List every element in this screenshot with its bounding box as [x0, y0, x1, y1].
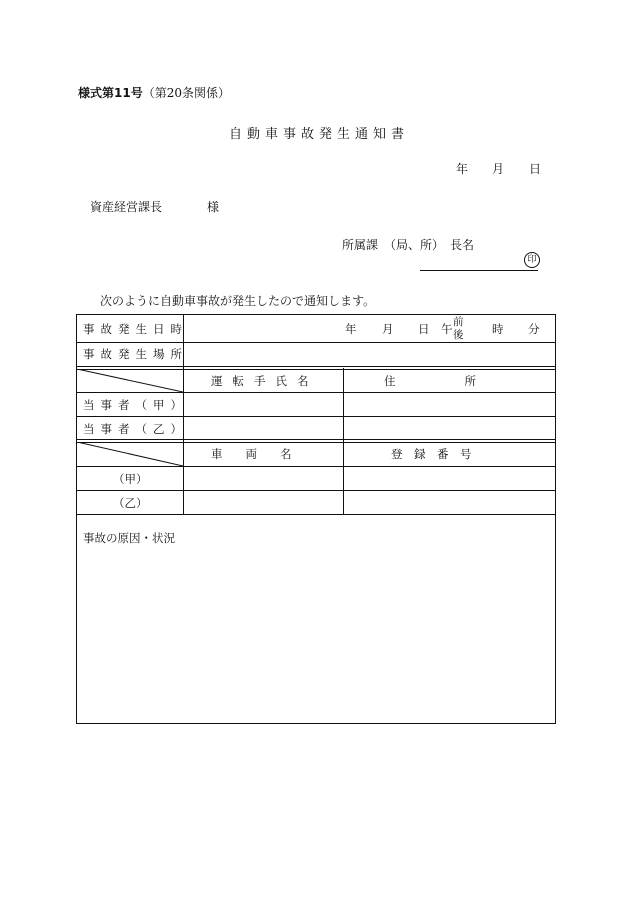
form-number: 様式第11号 — [78, 86, 143, 100]
diagonal-header-cell — [77, 369, 183, 392]
row-divider — [77, 466, 555, 467]
vehicle-a-label: （甲） — [113, 472, 148, 486]
datetime-ampm-prefix: 午 — [441, 322, 453, 336]
row-divider — [77, 342, 555, 343]
accident-report-table — [76, 314, 556, 724]
row-divider — [77, 416, 555, 417]
party-b-label: 当事者（乙） — [83, 422, 188, 436]
datetime-minute: 分 — [528, 322, 540, 336]
addressee: 資産経営課長 — [90, 200, 163, 214]
address-header: 住 所 — [384, 374, 476, 388]
date-year-label: 年 — [456, 162, 469, 176]
row-divider — [77, 514, 555, 515]
honorific: 様 — [207, 200, 220, 214]
datetime-day: 日 — [418, 322, 430, 336]
intro-text: 次のように自動車事故が発生したので通知します。 — [100, 294, 376, 308]
sender-label: 所属課 （局、所） 長名 — [342, 238, 475, 252]
vehicle-b-label: （乙） — [113, 496, 148, 510]
party-a-label: 当事者（甲） — [83, 398, 188, 412]
date-day-label: 日 — [529, 162, 542, 176]
signature-line — [420, 270, 538, 271]
column-divider — [183, 315, 184, 514]
registration-number-header: 登 録 番 号 — [391, 447, 472, 461]
datetime-month: 月 — [382, 322, 394, 336]
driver-name-header: 運転手氏名 — [211, 374, 319, 388]
diagonal-header-cell — [77, 442, 183, 466]
document-title: 自動車事故発生通知書 — [228, 127, 409, 142]
form-relation: （第20条関係） — [142, 86, 230, 100]
vehicle-name-header: 車 両 名 — [211, 447, 292, 461]
cause-label: 事故の原因・状況 — [83, 531, 175, 545]
datetime-am: 前 — [453, 316, 464, 328]
row-divider — [77, 392, 555, 393]
column-divider — [343, 368, 344, 514]
form-number-line — [78, 84, 230, 101]
datetime-hour: 時 — [492, 322, 504, 336]
datetime-pm: 後 — [453, 329, 464, 341]
occurrence-datetime-label: 事故発生日時 — [83, 322, 188, 336]
datetime-year: 年 — [345, 322, 357, 336]
date-month-label: 月 — [492, 162, 505, 176]
occurrence-place-label: 事故発生場所 — [83, 347, 188, 361]
row-divider — [77, 490, 555, 491]
seal-mark: 印 — [524, 252, 540, 268]
